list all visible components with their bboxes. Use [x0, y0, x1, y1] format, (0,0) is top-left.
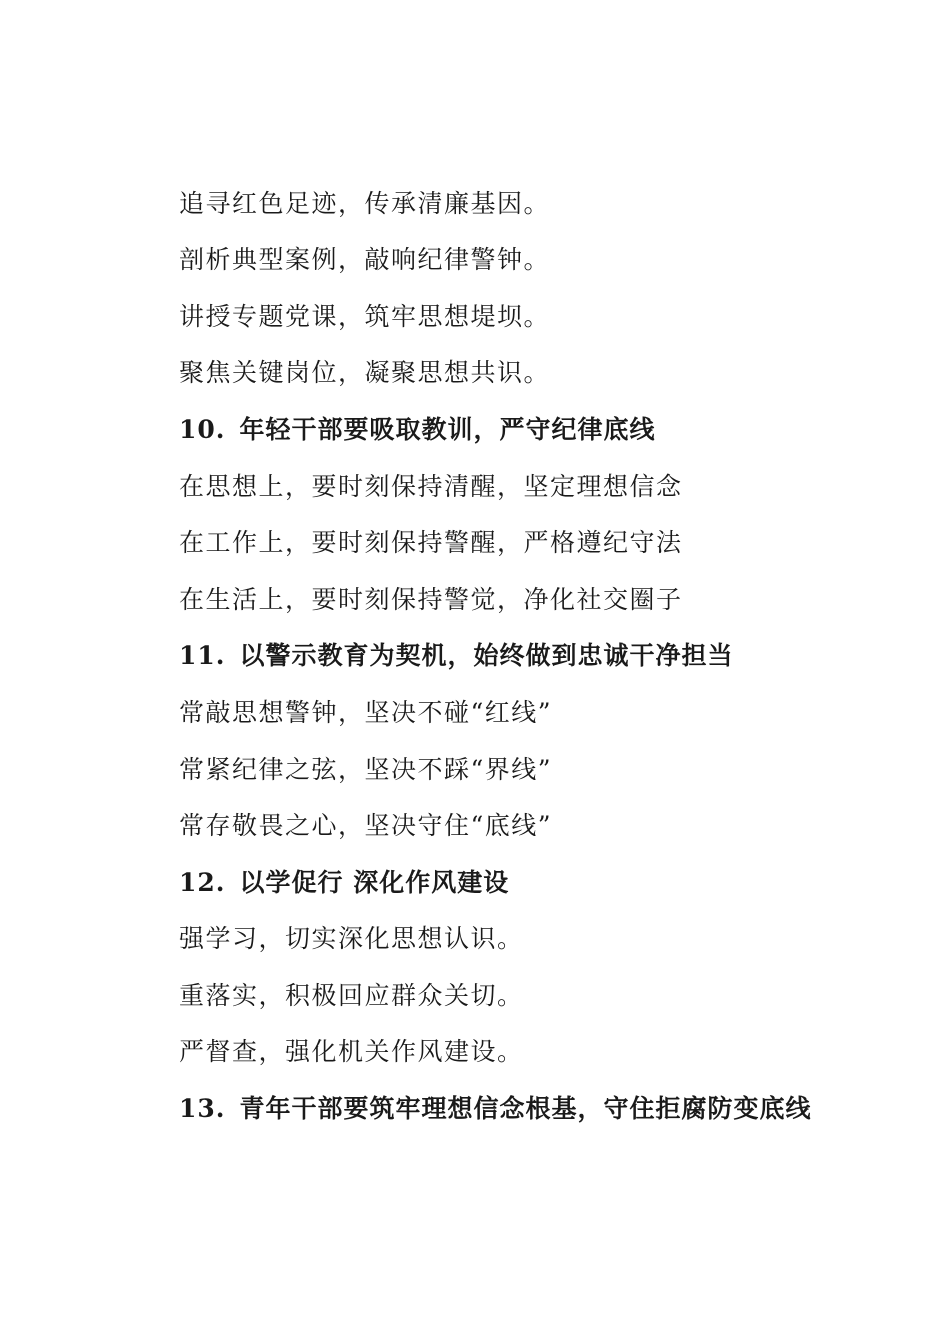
section-number: 10. — [179, 415, 226, 444]
section-title: 以警示教育为契机，始终做到忠诚干净担当 — [239, 641, 734, 670]
body-line — [179, 584, 683, 616]
line-text: 剖析典型案例，敲响纪律警钟。 — [179, 245, 551, 274]
section-title: 年轻干部要吸取教训，严守纪律底线 — [239, 415, 656, 444]
body-line — [179, 754, 552, 786]
section-title: 青年干部要筑牢理想信念根基，守住拒腐防变底线 — [239, 1094, 812, 1123]
body-line — [179, 301, 550, 333]
line-text: 常敲思想警钟，坚决不碰“红线” — [179, 698, 553, 727]
section-heading — [179, 1093, 812, 1125]
body-line — [179, 923, 524, 955]
line-text: 在工作上，要时刻保持警醒，严格遵纪守法 — [179, 528, 683, 557]
line-text: 聚焦关键岗位，凝聚思想共识。 — [179, 358, 551, 387]
body-line — [179, 188, 550, 220]
line-text: 常紧纪律之弦，坚决不踩“界线” — [179, 755, 553, 784]
section-number: 11. — [179, 641, 226, 670]
body-line — [179, 1036, 524, 1068]
section-heading — [179, 867, 509, 899]
line-text: 严督查，强化机关作风建设。 — [179, 1037, 524, 1066]
body-line — [179, 471, 683, 503]
line-text: 在思想上，要时刻保持清醒，坚定理想信念 — [179, 472, 683, 501]
body-line — [179, 980, 524, 1012]
section-heading — [179, 414, 656, 446]
line-text: 强学习，切实深化思想认识。 — [179, 924, 524, 953]
body-line — [179, 697, 552, 729]
line-text: 在生活上，要时刻保持警觉，净化社交圈子 — [179, 585, 683, 614]
body-line — [179, 244, 550, 276]
section-title: 以学促行 深化作风建设 — [239, 868, 510, 897]
body-line — [179, 810, 552, 842]
section-number: 13. — [179, 1094, 226, 1123]
line-text: 常存敬畏之心，坚决守住“底线” — [179, 811, 553, 840]
body-line — [179, 527, 683, 559]
section-heading — [179, 640, 734, 672]
line-text: 重落实，积极回应群众关切。 — [179, 981, 524, 1010]
line-text: 讲授专题党课，筑牢思想堤坝。 — [179, 302, 551, 331]
line-text: 追寻红色足迹，传承清廉基因。 — [179, 189, 551, 218]
section-number: 12. — [179, 868, 226, 897]
body-line — [179, 357, 550, 389]
